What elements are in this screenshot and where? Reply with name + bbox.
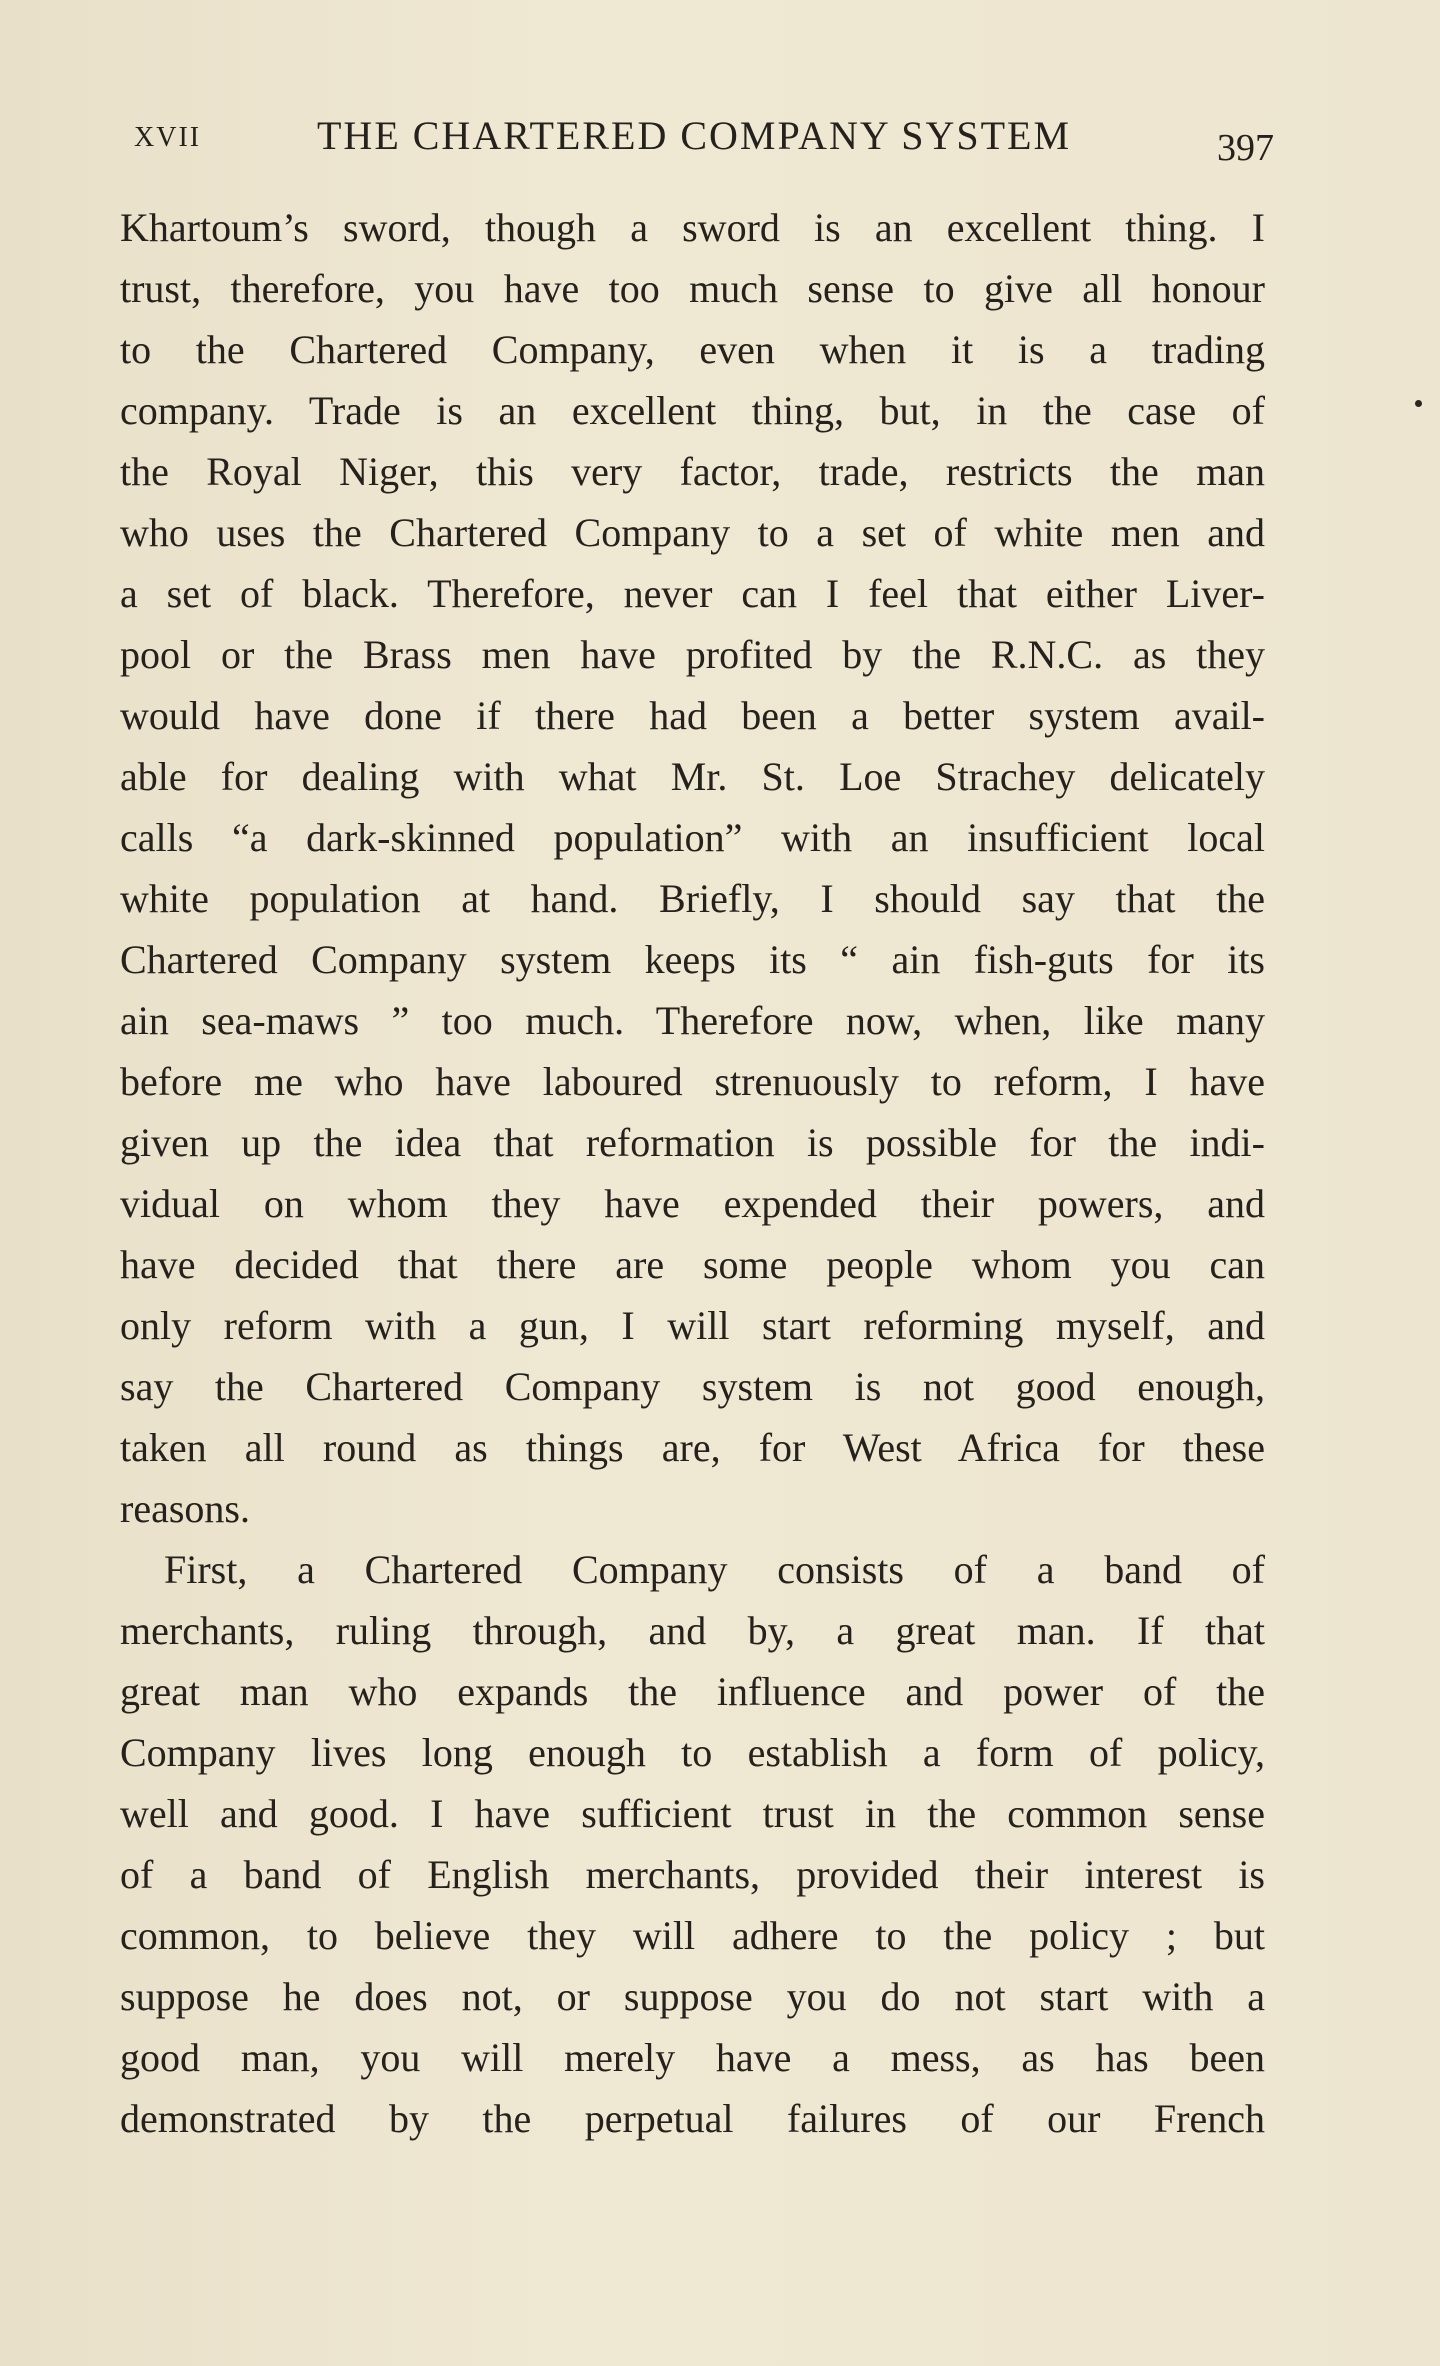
- text-line: taken all round as things are, for West Africa for these: [120, 1425, 1265, 1470]
- text-line: white population at hand. Briefly, I should say that the: [120, 876, 1265, 921]
- text-line: say the Chartered Company system is not good enough,: [120, 1364, 1265, 1409]
- text-line: well and good. I have sufficient trust in the common sense: [120, 1791, 1265, 1836]
- text-line: of a band of English merchants, provided their interest is: [120, 1852, 1265, 1897]
- text-line: to the Chartered Company, even when it is a trading: [120, 327, 1265, 372]
- text-line: suppose he does not, or suppose you do not start with a: [120, 1974, 1265, 2019]
- text-line: given up the idea that reformation is possible for the indi-: [120, 1120, 1265, 1165]
- chapter-number: XVII: [134, 122, 202, 153]
- body-text: [120, 197, 1265, 2149]
- text-line: common, to believe they will adhere to the policy ; but: [120, 1913, 1265, 1958]
- page-number: 397: [1217, 127, 1274, 169]
- text-line: pool or the Brass men have profited by the R.N.C. as they: [120, 632, 1265, 677]
- text-line: good man, you will merely have a mess, as has been: [120, 2035, 1265, 2080]
- running-title: THE CHARTERED COMPANY SYSTEM: [317, 113, 1072, 158]
- text-line: Company lives long enough to establish a form of policy,: [120, 1730, 1265, 1775]
- text-line: calls “a dark-skinned population” with an insufficient local: [120, 815, 1265, 860]
- text-line: the Royal Niger, this very factor, trade, restricts the man: [120, 449, 1265, 494]
- text-line: who uses the Chartered Company to a set of white men and: [120, 510, 1265, 555]
- text-line: great man who expands the influence and power of the: [120, 1669, 1265, 1714]
- text-line: demonstrated by the perpetual failures of our French: [120, 2096, 1265, 2141]
- paragraph-first-line: First, a Chartered Company consists of a band of: [164, 1547, 1265, 1592]
- text-line: trust, therefore, you have too much sense to give all honour: [120, 266, 1265, 311]
- text-line: able for dealing with what Mr. St. Loe Strachey delicately: [120, 754, 1265, 799]
- text-line: merchants, ruling through, and by, a great man. If that: [120, 1608, 1265, 1653]
- text-line: have decided that there are some people whom you can: [120, 1242, 1265, 1287]
- text-line: would have done if there had been a better system avail-: [120, 693, 1265, 738]
- text-line: ain sea-maws ” too much. Therefore now, when, like many: [120, 998, 1265, 1043]
- text-line: only reform with a gun, I will start reforming myself, and: [120, 1303, 1265, 1348]
- running-head: [134, 108, 1274, 168]
- text-line: reasons.: [120, 1486, 250, 1531]
- text-line: vidual on whom they have expended their powers, and: [120, 1181, 1265, 1226]
- text-line: Chartered Company system keeps its “ ain fish-guts for its: [120, 937, 1265, 982]
- text-line: company. Trade is an excellent thing, but, in the case of: [120, 388, 1265, 433]
- text-line: before me who have laboured strenuously to reform, I have: [120, 1059, 1265, 1104]
- text-line: a set of black. Therefore, never can I feel that either Liver-: [120, 571, 1265, 616]
- text-line: Khartoum’s sword, though a sword is an excellent thing. I: [120, 205, 1265, 250]
- margin-dot-mark: [1415, 400, 1422, 407]
